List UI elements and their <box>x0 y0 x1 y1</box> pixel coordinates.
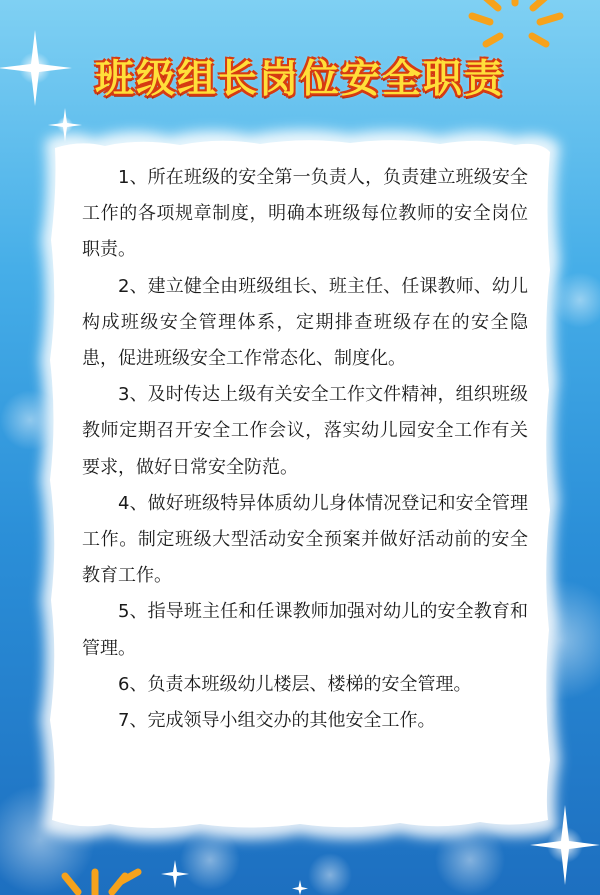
duty-item-6: 6、负责本班级幼儿楼层、楼梯的安全管理。 <box>118 673 472 695</box>
duty-item-1: 1、所在班级的安全第一负责人，负责建立班级安全工作的各项规章制度，明确本班级每位教师的安全岗位职责。 <box>82 167 528 261</box>
duty-item-5: 5、指导班主任和任课教师加强对幼儿的安全教育和管理。 <box>82 601 528 659</box>
duty-item-3: 3、及时传达上级有关安全工作文件精神，组织班级教师定期召开安全工作会议，落实幼儿园安全工作有关要求，做好日常安全防范。 <box>82 384 528 478</box>
duty-item-4: 4、做好班级特异体质幼儿身体情况登记和安全管理工作。制定班级大型活动安全预案并做好活动前的安全教育工作。 <box>82 492 528 587</box>
duty-item-2: 2、建立健全由班级组长、班主任、任课教师、幼儿构成班级安全管理体系，定期排查班级存在的安全隐患，促进班级安全工作常态化、制度化。 <box>82 275 528 370</box>
duty-item-7: 7、完成领导小组交办的其他安全工作。 <box>118 710 436 732</box>
poster-title: 班级组长岗位安全职责 <box>94 57 505 102</box>
duty-list <box>82 160 528 739</box>
